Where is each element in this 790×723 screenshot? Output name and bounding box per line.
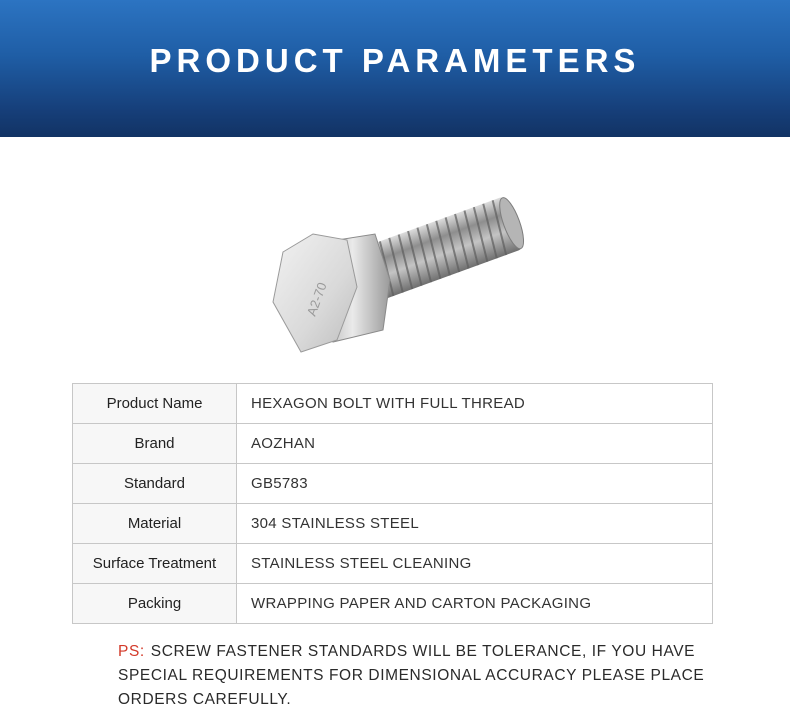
table-row — [73, 544, 713, 584]
hex-bolt-image — [265, 182, 535, 372]
param-value: WRAPPING PAPER AND CARTON PACKAGING — [237, 584, 713, 624]
table-row — [73, 424, 713, 464]
param-value: GB5783 — [237, 464, 713, 504]
param-label: Material — [73, 504, 237, 544]
table-row — [73, 464, 713, 504]
head-marking: A2-70 — [303, 280, 330, 319]
param-value: AOZHAN — [237, 424, 713, 464]
tolerance-note — [118, 640, 718, 712]
param-label: Packing — [73, 584, 237, 624]
note-prefix: PS: — [118, 643, 145, 660]
table-row — [73, 504, 713, 544]
param-value: 304 STAINLESS STEEL — [237, 504, 713, 544]
parameters-table — [72, 383, 713, 624]
param-label: Surface Treatment — [73, 544, 237, 584]
table-row — [73, 384, 713, 424]
page-title: PRODUCT PARAMETERS — [149, 42, 641, 79]
table-row — [73, 584, 713, 624]
param-label: Brand — [73, 424, 237, 464]
param-label: Standard — [73, 464, 237, 504]
note-text: SCREW FASTENER STANDARDS WILL BE TOLERANCE, IF YOU HAVE SPECIAL REQUIREMENTS FOR DIMENSIONAL ACCURACY PLEASE PLACE ORDERS CAREFULLY. — [118, 643, 705, 708]
param-value: HEXAGON BOLT WITH FULL THREAD — [237, 384, 713, 424]
param-label: Product Name — [73, 384, 237, 424]
header-banner — [0, 0, 790, 137]
param-value: STAINLESS STEEL CLEANING — [237, 544, 713, 584]
